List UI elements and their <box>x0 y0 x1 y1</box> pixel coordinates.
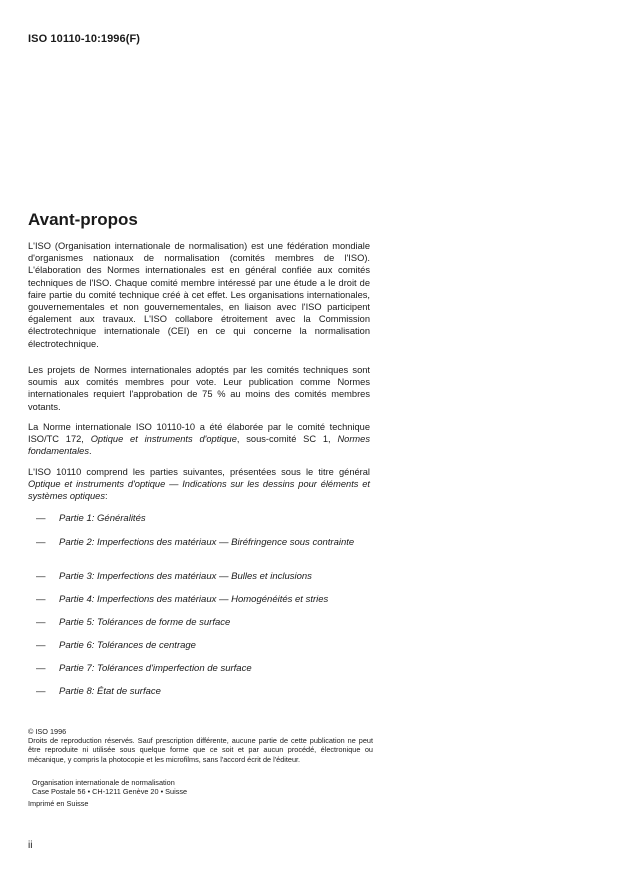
committee-text-suffix: . <box>89 446 92 457</box>
committee-text-prefix: La Norme internationale ISO 10110-10 a été élaborée par le comité technique ISO/TC 172, <box>28 422 370 445</box>
list-dash: — <box>36 571 46 582</box>
paragraph-voting: Les projets de Normes internationales adoptés par les comités techniques sont soumis aux comités membres pour vote. Leur publication comme Normes internationales requiert l'approbation de 75 % au moins des comités membres votants. <box>28 365 370 412</box>
list-item <box>36 513 370 525</box>
parts-general-title: Optique et instruments d'optique — Indications sur les dessins pour éléments et systèmes optiques <box>28 479 370 502</box>
page-number: ii <box>28 840 33 851</box>
publisher-address <box>28 778 187 797</box>
list-item <box>36 663 370 675</box>
part-title: Partie 5: Tolérances de forme de surface <box>59 617 231 628</box>
part-title: Partie 3: Imperfections des matériaux — Bulles et inclusions <box>59 571 312 582</box>
part-title: Partie 4: Imperfections des matériaux — Homogénéités et stries <box>59 594 329 605</box>
copyright-year: © ISO 1996 <box>28 727 67 736</box>
parts-intro-suffix: : <box>105 491 108 502</box>
list-item <box>36 571 370 583</box>
subcommittee-title: Normes fondamentales <box>28 434 370 457</box>
committee-text-middle: , sous-comité SC 1, <box>236 434 331 445</box>
paragraph-committee <box>28 421 370 458</box>
list-item <box>36 617 370 629</box>
document-id-header: ISO 10110-10:1996(F) <box>28 33 141 45</box>
publisher-postal-address: Case Postale 56 • CH-1211 Genève 20 • Suisse <box>32 787 188 797</box>
copyright-notice <box>28 727 373 764</box>
list-item <box>36 640 370 652</box>
list-item <box>36 686 370 698</box>
paragraph-organization: L'ISO (Organisation internationale de normalisation) est une fédération mondiale d'organismes nationaux de normalisation (comités membres de l'ISO). L'élaboration des Normes internationales est en général confiée aux comités techniques de l'ISO. Chaque comité membre intéressé par une étude a le droit de faire partie du comité technique créé à cet effet. Les organisations internationales, gouvernementales et non gouvernementales, en liaison avec l'ISO participent également aux travaux. L'ISO collabore étroitement avec la Commission électrotechnique internationale (CEI) en ce qui concerne la normalisation électrotechnique. <box>28 241 370 349</box>
part-title: Partie 2: Imperfections des matériaux — Biréfringence sous contrainte <box>59 537 355 548</box>
list-item <box>36 594 370 606</box>
list-dash: — <box>36 513 46 524</box>
list-item <box>36 537 370 549</box>
part-title: Partie 8: État de surface <box>59 686 161 697</box>
committee-title: Optique et instruments d'optique <box>90 434 237 445</box>
paragraph-parts-intro <box>28 466 370 503</box>
printed-in: Imprimé en Suisse <box>28 799 89 808</box>
list-dash: — <box>36 686 46 697</box>
list-dash: — <box>36 537 46 548</box>
part-title: Partie 1: Généralités <box>59 513 146 524</box>
part-title: Partie 6: Tolérances de centrage <box>59 640 196 651</box>
copyright-rights: Droits de reproduction réservés. Sauf prescription différente, aucune partie de cette publication ne peut être reproduite ni utilisée sous quelque forme que ce soit et par aucun procédé, électronique ou mécanique, y compris la photocopie et les microfilms, sans l'accord écrit de l'éditeur. <box>28 736 373 764</box>
publisher-name: Organisation internationale de normalisation <box>32 778 175 787</box>
parts-intro-prefix: L'ISO 10110 comprend les parties suivantes, présentées sous le titre général <box>28 467 370 477</box>
list-dash: — <box>36 594 46 605</box>
section-heading: Avant-propos <box>28 210 138 229</box>
list-dash: — <box>36 663 46 674</box>
list-dash: — <box>36 640 46 651</box>
list-dash: — <box>36 617 46 628</box>
part-title: Partie 7: Tolérances d'imperfection de surface <box>59 663 252 674</box>
